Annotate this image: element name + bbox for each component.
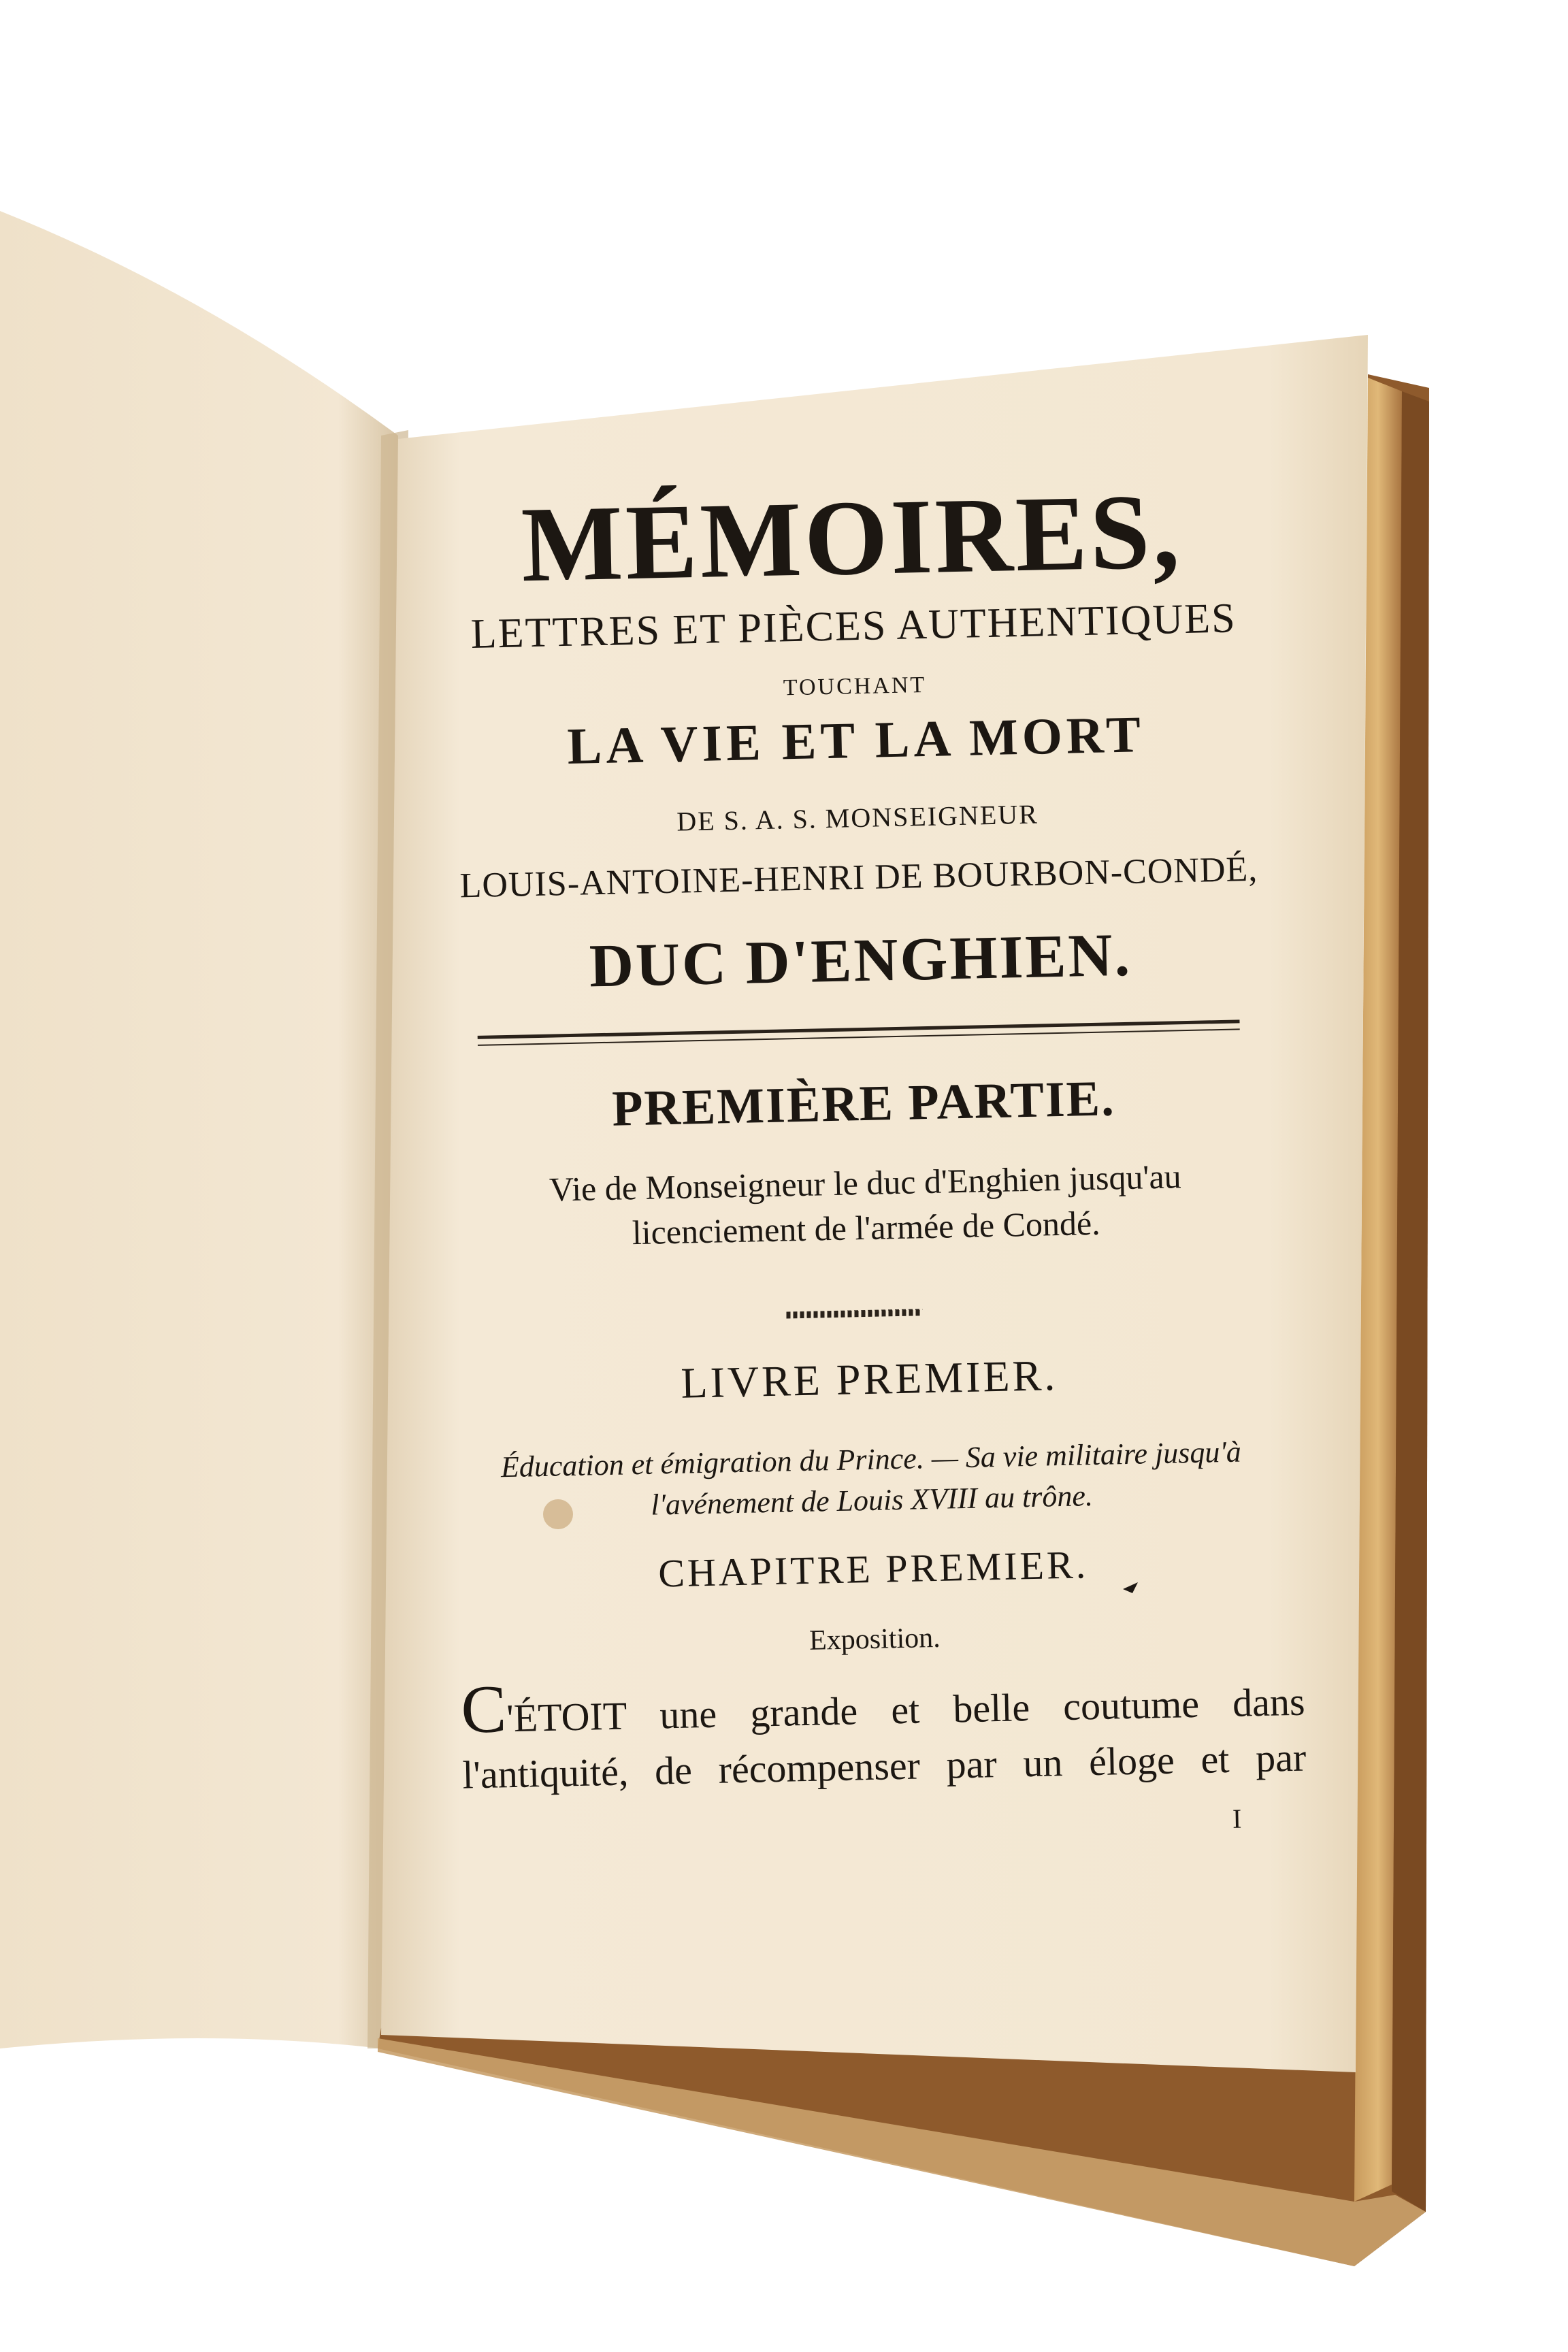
subtitle-line-5: LOUIS-ANTOINE-HENRI DE BOURBON-CONDÉ,: [459, 849, 1258, 906]
subtitle-line-3: LA VIE ET LA MORT: [566, 706, 1145, 776]
drop-cap: C: [460, 1671, 508, 1748]
part-heading: PREMIÈRE PARTIE.: [611, 1071, 1116, 1137]
subtitle-line-4: DE S. A. S. MONSEIGNEUR: [676, 798, 1039, 837]
book-description: Éducation et émigration du Prince. — Sa vie militaire jusqu'à l'avénement de Louis XVIII au trône.: [500, 1435, 1242, 1522]
ornamental-rule: [786, 1309, 922, 1318]
double-rule-divider: [478, 1019, 1240, 1045]
subtitle-line-6: DUC D'ENGHIEN.: [588, 921, 1132, 1000]
chapter-heading: CHAPITRE PREMIER.: [657, 1542, 1089, 1596]
chapter-subtitle: Exposition.: [808, 1622, 941, 1656]
body-text-content: 'ÉTOIT une grande et belle coutume dans l'antiquité, de récompenser par un éloge et par: [461, 1679, 1307, 1797]
title-page: [368, 466, 1362, 1834]
subtitle-line-2: TOUCHANT: [783, 672, 927, 701]
part-description: Vie de Monseigneur le duc d'Enghien jusqu'au licenciement de l'armée de Condé.: [549, 1157, 1182, 1252]
book-heading: LIVRE PREMIER.: [680, 1351, 1058, 1407]
book-title: MÉMOIRES,: [520, 472, 1183, 605]
subtitle-line-1: LETTRES ET PIÈCES AUTHENTIQUES: [470, 595, 1237, 657]
body-text: [461, 1672, 1307, 1803]
page-folio: I: [1232, 1803, 1242, 1834]
